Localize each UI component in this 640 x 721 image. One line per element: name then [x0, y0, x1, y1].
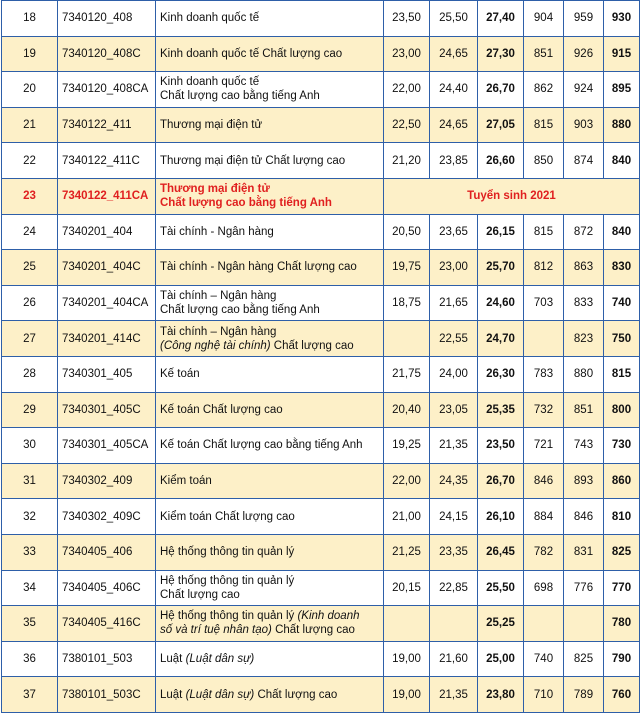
- score-cell: 21,60: [430, 641, 478, 677]
- score-cell: 872: [564, 214, 604, 250]
- score-cell-final: 800: [604, 392, 640, 428]
- score-cell-final: 830: [604, 250, 640, 286]
- program-name-cell: [156, 428, 384, 464]
- program-code-cell: 7340301_405CA: [58, 428, 156, 464]
- score-cell-final: 780: [604, 606, 640, 642]
- program-name-cell: [156, 1, 384, 37]
- score-cell-final: 930: [604, 1, 640, 37]
- score-cell: 23,65: [430, 214, 478, 250]
- score-cell: 863: [564, 250, 604, 286]
- program-name-line: Thương mại điện tử: [160, 183, 270, 196]
- table-row: [2, 143, 640, 179]
- score-cell: 24,65: [430, 36, 478, 72]
- program-code-cell: 7380101_503C: [58, 677, 156, 713]
- score-cell-main: 23,80: [478, 677, 524, 713]
- program-code-cell: 7340302_409C: [58, 499, 156, 535]
- score-cell: 25,50: [430, 1, 478, 37]
- table-row: [2, 107, 640, 143]
- table-row: [2, 321, 640, 357]
- program-name-cell: [156, 641, 384, 677]
- score-cell: 846: [524, 463, 564, 499]
- program-code-cell: 7340302_409: [58, 463, 156, 499]
- score-cell: 24,65: [430, 107, 478, 143]
- score-cell-main: 25,70: [478, 250, 524, 286]
- program-name-line: Kế toán Chất lượng cao bằng tiếng Anh: [160, 439, 363, 452]
- score-cell-final: 860: [604, 463, 640, 499]
- program-name-cell: [156, 285, 384, 321]
- score-cell: [564, 606, 604, 642]
- score-cell: 903: [564, 107, 604, 143]
- program-name-cell: [156, 534, 384, 570]
- program-name-line: Tài chính – Ngân hàng: [160, 325, 277, 338]
- program-name-cell: [156, 463, 384, 499]
- score-cell: 815: [524, 107, 564, 143]
- score-cell: 703: [524, 285, 564, 321]
- program-name-cell: [156, 250, 384, 286]
- program-name-line: Tài chính - Ngân hàng: [160, 225, 274, 238]
- score-cell: 19,00: [384, 677, 430, 713]
- score-cell-main: 26,10: [478, 499, 524, 535]
- score-cell: 776: [564, 570, 604, 606]
- program-name-tail: Chất lượng cao: [271, 624, 355, 637]
- program-name-cell: [156, 143, 384, 179]
- program-code-cell: 7340120_408: [58, 1, 156, 37]
- table-row: [2, 463, 640, 499]
- score-cell: 20,40: [384, 392, 430, 428]
- score-cell: 24,40: [430, 72, 478, 108]
- score-cell: 924: [564, 72, 604, 108]
- table-row: [2, 534, 640, 570]
- score-cell: 21,00: [384, 499, 430, 535]
- program-name-cell: [156, 606, 384, 642]
- program-name-cell: [156, 499, 384, 535]
- score-cell: 815: [524, 214, 564, 250]
- row-number-cell: 18: [2, 1, 58, 37]
- table-row: [2, 606, 640, 642]
- program-code-cell: 7340301_405: [58, 356, 156, 392]
- program-name-line: Kiểm toán Chất lượng cao: [160, 510, 295, 523]
- score-cell: 825: [564, 641, 604, 677]
- program-name-cell: [156, 36, 384, 72]
- score-cell: 20,50: [384, 214, 430, 250]
- table-row: [2, 392, 640, 428]
- program-name-italic: (Kinh doanh: [297, 610, 360, 623]
- program-name-line: Chất lượng cao: [160, 588, 240, 601]
- program-name-line: Kế toán Chất lượng cao: [160, 403, 283, 416]
- score-cell: [384, 606, 430, 642]
- row-number-cell: 22: [2, 143, 58, 179]
- score-cell: 19,75: [384, 250, 430, 286]
- program-code-cell: 7340201_404CA: [58, 285, 156, 321]
- program-code-cell: 7340120_408CA: [58, 72, 156, 108]
- score-cell-main: 26,70: [478, 72, 524, 108]
- score-cell: [430, 606, 478, 642]
- score-cell: 850: [524, 143, 564, 179]
- score-cell: 904: [524, 1, 564, 37]
- score-cell: 710: [524, 677, 564, 713]
- score-cell-main: 26,60: [478, 143, 524, 179]
- score-cell-main: 26,45: [478, 534, 524, 570]
- score-cell-final: 760: [604, 677, 640, 713]
- program-name-cell: [156, 392, 384, 428]
- row-number-cell: 21: [2, 107, 58, 143]
- program-name-cell: [156, 677, 384, 713]
- score-cell-final: 770: [604, 570, 640, 606]
- score-cell: [384, 321, 430, 357]
- program-name-line: Tài chính - Ngân hàng Chất lượng cao: [160, 261, 357, 274]
- program-code-cell: 7340405_406: [58, 534, 156, 570]
- score-cell: 21,25: [384, 534, 430, 570]
- score-cell-final: 825: [604, 534, 640, 570]
- score-cell: 21,75: [384, 356, 430, 392]
- row-number-cell: 29: [2, 392, 58, 428]
- program-name-cell: [156, 107, 384, 143]
- row-number-cell: 25: [2, 250, 58, 286]
- row-number-cell: 27: [2, 321, 58, 357]
- score-cell: 21,35: [430, 428, 478, 464]
- score-cell: 24,00: [430, 356, 478, 392]
- program-name-part: Hệ thống thông tin quản lý: [160, 610, 298, 623]
- program-name-line: Kinh doanh quốc tế Chất lượng cao: [160, 47, 343, 60]
- program-name-italic: số và trí tuệ nhân tạo): [160, 624, 272, 637]
- program-code-cell: 7340201_404: [58, 214, 156, 250]
- table-row: [2, 428, 640, 464]
- score-cell: [524, 321, 564, 357]
- table-row: [2, 36, 640, 72]
- program-code-cell: 7340301_405C: [58, 392, 156, 428]
- row-number-cell: 34: [2, 570, 58, 606]
- score-cell: 874: [564, 143, 604, 179]
- score-cell: 831: [564, 534, 604, 570]
- score-cell: 20,15: [384, 570, 430, 606]
- score-cell: 21,20: [384, 143, 430, 179]
- score-cell-final: 730: [604, 428, 640, 464]
- program-name-part: Luật: [160, 688, 186, 701]
- program-code-cell: 7340201_404C: [58, 250, 156, 286]
- table-row: [2, 1, 640, 37]
- table-row: [2, 641, 640, 677]
- program-name-line: [160, 623, 379, 637]
- program-name-cell: [156, 356, 384, 392]
- score-cell: 862: [524, 72, 564, 108]
- score-cell-main: 27,05: [478, 107, 524, 143]
- score-cell-main: 27,30: [478, 36, 524, 72]
- program-name-part: Luật: [160, 652, 186, 665]
- score-cell: 698: [524, 570, 564, 606]
- score-cell: 23,35: [430, 534, 478, 570]
- program-name-line: Chất lượng cao bằng tiếng Anh: [160, 197, 332, 210]
- program-name-cell: [156, 570, 384, 606]
- program-name-cell: [156, 321, 384, 357]
- score-cell-main: 23,50: [478, 428, 524, 464]
- program-code-cell: 7340122_411C: [58, 143, 156, 179]
- row-number-cell: 33: [2, 534, 58, 570]
- score-cell: 789: [564, 677, 604, 713]
- score-cell-final: 915: [604, 36, 640, 72]
- score-cell-final: 750: [604, 321, 640, 357]
- row-number-cell: 19: [2, 36, 58, 72]
- score-cell: 23,85: [430, 143, 478, 179]
- program-code-cell: 7340405_416C: [58, 606, 156, 642]
- score-cell: 893: [564, 463, 604, 499]
- program-name-tail: Chất lượng cao: [254, 688, 338, 701]
- score-cell: 846: [564, 499, 604, 535]
- table-body: [2, 1, 640, 713]
- row-number-cell: 32: [2, 499, 58, 535]
- score-cell: 22,00: [384, 463, 430, 499]
- score-cell: 880: [564, 356, 604, 392]
- program-name-cell: [156, 178, 384, 214]
- score-cell-final: 790: [604, 641, 640, 677]
- program-name-line: [160, 339, 379, 353]
- table-row: [2, 499, 640, 535]
- score-cell: 812: [524, 250, 564, 286]
- note-cell: Tuyển sinh 2021: [384, 178, 640, 214]
- score-cell: 851: [524, 36, 564, 72]
- score-cell: 23,50: [384, 1, 430, 37]
- program-name-cell: [156, 214, 384, 250]
- score-cell-final: 840: [604, 214, 640, 250]
- score-cell-main: 26,30: [478, 356, 524, 392]
- score-cell: 926: [564, 36, 604, 72]
- score-cell-main: 26,70: [478, 463, 524, 499]
- score-cell: 18,75: [384, 285, 430, 321]
- table-row: [2, 570, 640, 606]
- row-number-cell: 23: [2, 178, 58, 214]
- score-cell-main: 25,25: [478, 606, 524, 642]
- score-cell: 22,85: [430, 570, 478, 606]
- program-name-italic: (Công nghệ tài chính): [160, 339, 271, 352]
- program-name-cell: [156, 72, 384, 108]
- row-number-cell: 36: [2, 641, 58, 677]
- score-cell: 833: [564, 285, 604, 321]
- program-code-cell: 7380101_503: [58, 641, 156, 677]
- score-cell: 19,25: [384, 428, 430, 464]
- program-name-line: Kinh doanh quốc tế: [160, 12, 260, 25]
- score-cell: 21,35: [430, 677, 478, 713]
- score-cell-final: 810: [604, 499, 640, 535]
- table-row: [2, 677, 640, 713]
- score-cell: 782: [524, 534, 564, 570]
- score-cell: 23,00: [384, 36, 430, 72]
- score-cell: 19,00: [384, 641, 430, 677]
- program-name-line: Hệ thống thông tin quản lý: [160, 546, 295, 559]
- table-row: [2, 214, 640, 250]
- score-cell: 721: [524, 428, 564, 464]
- program-code-cell: 7340201_414C: [58, 321, 156, 357]
- program-code-cell: 7340122_411: [58, 107, 156, 143]
- program-name-line: Kinh doanh quốc tế: [160, 76, 260, 89]
- row-number-cell: 37: [2, 677, 58, 713]
- score-cell: 851: [564, 392, 604, 428]
- score-cell-main: 27,40: [478, 1, 524, 37]
- score-cell: 740: [524, 641, 564, 677]
- table-row: [2, 250, 640, 286]
- program-name-line: Thương mại điện tử Chất lượng cao: [160, 154, 346, 167]
- row-number-cell: 30: [2, 428, 58, 464]
- score-cell: 884: [524, 499, 564, 535]
- program-name-italic: (Luật dân sự): [185, 652, 255, 665]
- table-row: [2, 72, 640, 108]
- program-code-cell: 7340120_408C: [58, 36, 156, 72]
- program-name-line: [160, 609, 379, 623]
- row-number-cell: 20: [2, 72, 58, 108]
- row-number-cell: 28: [2, 356, 58, 392]
- score-cell: 21,65: [430, 285, 478, 321]
- score-cell: 743: [564, 428, 604, 464]
- score-cell-final: 815: [604, 356, 640, 392]
- program-name-tail: Chất lượng cao: [270, 339, 354, 352]
- score-cell: 823: [564, 321, 604, 357]
- program-name-line: Hệ thống thông tin quản lý: [160, 574, 295, 587]
- score-cell-main: 25,00: [478, 641, 524, 677]
- program-name-line: Chất lượng cao bằng tiếng Anh: [160, 304, 320, 317]
- score-cell: 23,00: [430, 250, 478, 286]
- score-cell-main: 24,60: [478, 285, 524, 321]
- row-number-cell: 24: [2, 214, 58, 250]
- score-cell: 22,00: [384, 72, 430, 108]
- score-cell: 24,15: [430, 499, 478, 535]
- score-cell-main: 24,70: [478, 321, 524, 357]
- admission-scores-table: [1, 0, 640, 713]
- score-cell-final: 840: [604, 143, 640, 179]
- program-name-italic: (Luật dân sự): [185, 688, 255, 701]
- score-cell-main: 25,35: [478, 392, 524, 428]
- row-number-cell: 35: [2, 606, 58, 642]
- score-cell: 23,05: [430, 392, 478, 428]
- program-name-line: Kiểm toán: [160, 475, 212, 488]
- score-cell-main: 26,15: [478, 214, 524, 250]
- row-number-cell: 26: [2, 285, 58, 321]
- score-cell: [524, 606, 564, 642]
- score-cell: 22,50: [384, 107, 430, 143]
- row-number-cell: 31: [2, 463, 58, 499]
- program-name-line: Kế toán: [160, 368, 200, 381]
- program-name-line: Tài chính – Ngân hàng: [160, 290, 277, 303]
- score-cell: 24,35: [430, 463, 478, 499]
- score-cell: 783: [524, 356, 564, 392]
- score-cell: 732: [524, 392, 564, 428]
- score-cell-final: 895: [604, 72, 640, 108]
- table-row: [2, 178, 640, 214]
- program-code-cell: 7340405_406C: [58, 570, 156, 606]
- score-cell: 22,55: [430, 321, 478, 357]
- program-name-line: Chất lượng cao bằng tiếng Anh: [160, 90, 320, 103]
- score-cell-final: 880: [604, 107, 640, 143]
- table-row: [2, 356, 640, 392]
- score-cell-final: 740: [604, 285, 640, 321]
- program-code-cell: 7340122_411CA: [58, 178, 156, 214]
- score-cell: 959: [564, 1, 604, 37]
- program-name-line: Thương mại điện tử: [160, 119, 263, 132]
- score-cell-main: 25,50: [478, 570, 524, 606]
- table-row: [2, 285, 640, 321]
